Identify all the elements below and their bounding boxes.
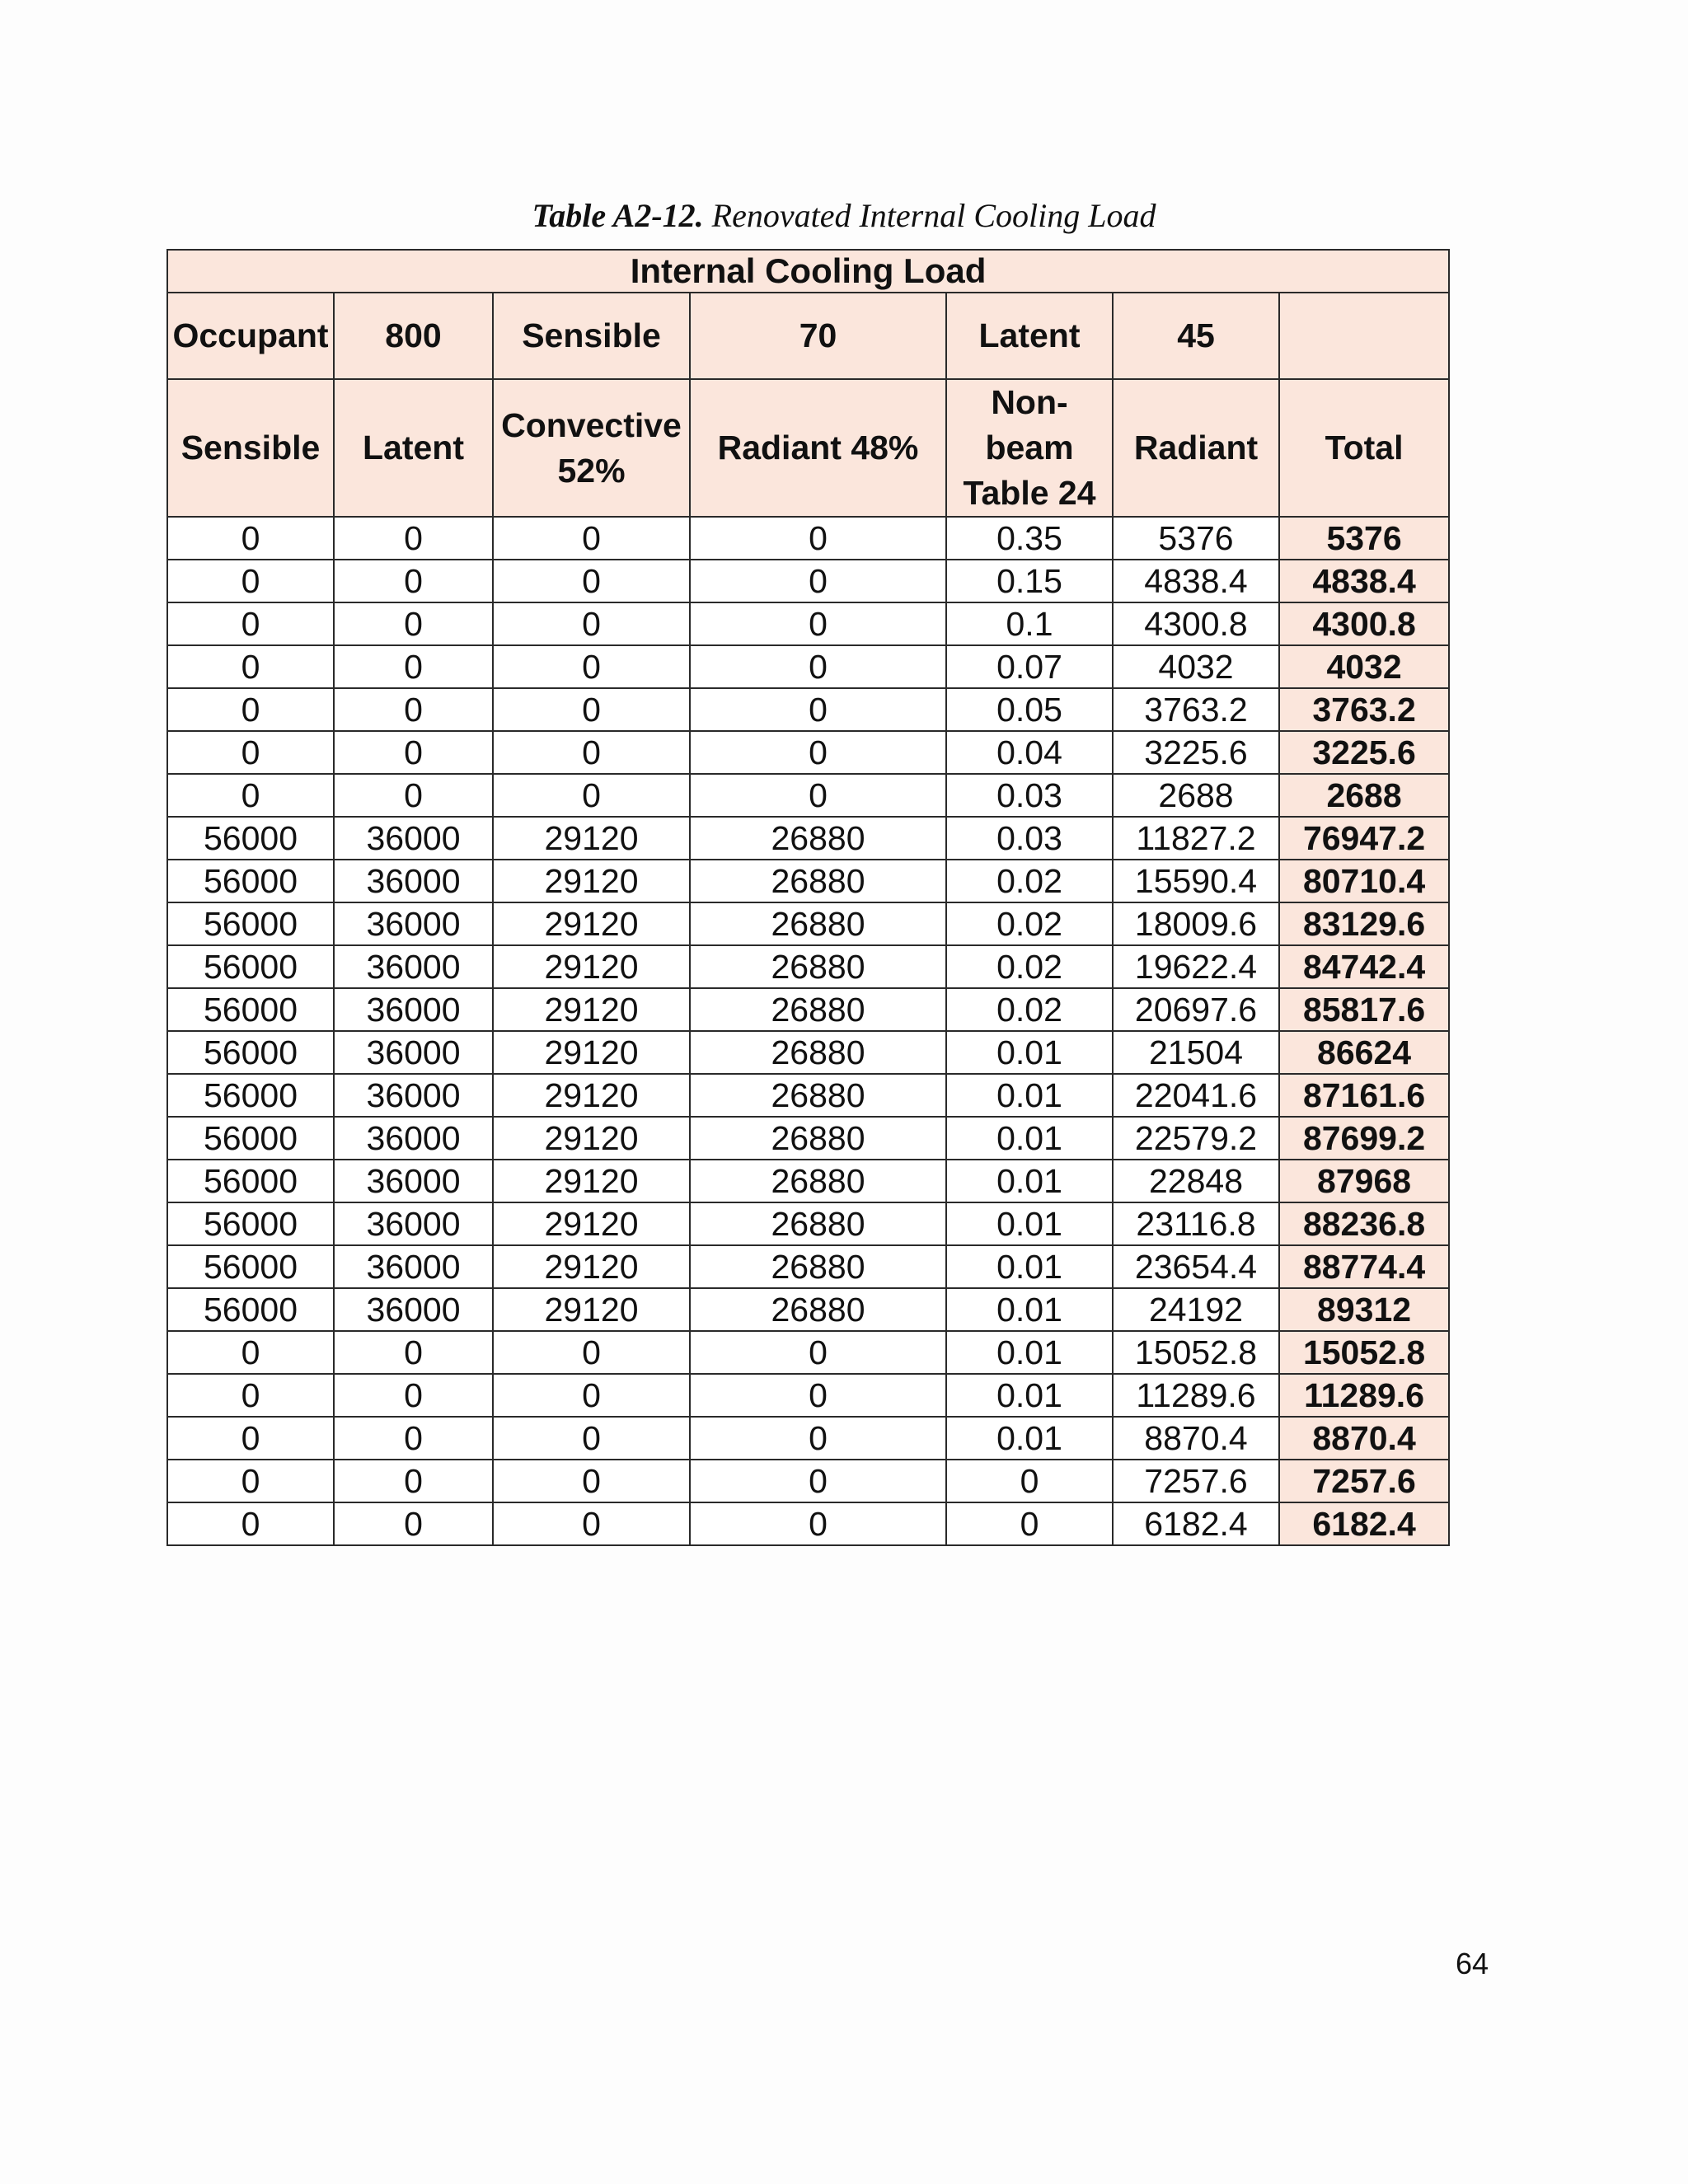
table-cell: 0 xyxy=(690,1331,946,1374)
total-cell: 85817.6 xyxy=(1279,988,1449,1031)
param-cell: Occupant xyxy=(167,293,334,379)
table-cell: 0 xyxy=(690,731,946,774)
table-cell: 36000 xyxy=(334,988,493,1031)
table-cell: 0 xyxy=(334,1331,493,1374)
table-cell: 19622.4 xyxy=(1113,945,1279,988)
table-row xyxy=(167,1202,1449,1245)
table-cell: 29120 xyxy=(493,1074,690,1117)
table-cell: 3225.6 xyxy=(1113,731,1279,774)
table-row xyxy=(167,1331,1449,1374)
table-cell: 2688 xyxy=(1113,774,1279,817)
table-cell: 0 xyxy=(690,602,946,645)
table-cell: 56000 xyxy=(167,1160,334,1202)
table-cell: 26880 xyxy=(690,1288,946,1331)
table-cell: 0.04 xyxy=(946,731,1113,774)
table-row xyxy=(167,817,1449,860)
table-cell: 0 xyxy=(493,1331,690,1374)
table-row xyxy=(167,774,1449,817)
table-cell: 0 xyxy=(690,1502,946,1545)
table-cell: 26880 xyxy=(690,1031,946,1074)
column-header xyxy=(334,379,493,517)
table-caption-text: Renovated Internal Cooling Load xyxy=(703,197,1156,234)
table-cell: 29120 xyxy=(493,1245,690,1288)
table-cell: 0.02 xyxy=(946,945,1113,988)
table-cell: 29120 xyxy=(493,1202,690,1245)
total-cell: 86624 xyxy=(1279,1031,1449,1074)
param-cell: 70 xyxy=(690,293,946,379)
table-cell: 36000 xyxy=(334,860,493,902)
total-cell: 87968 xyxy=(1279,1160,1449,1202)
column-header-line: Radiant 48% xyxy=(717,429,919,466)
table-cell: 0 xyxy=(690,1417,946,1460)
table-cell: 0.01 xyxy=(946,1288,1113,1331)
table-cell: 0 xyxy=(493,1417,690,1460)
table-cell: 36000 xyxy=(334,1117,493,1160)
table-cell: 0.01 xyxy=(946,1202,1113,1245)
table-cell: 15590.4 xyxy=(1113,860,1279,902)
table-cell: 36000 xyxy=(334,1202,493,1245)
table-cell: 26880 xyxy=(690,1160,946,1202)
table-cell: 0 xyxy=(167,1502,334,1545)
total-cell: 88774.4 xyxy=(1279,1245,1449,1288)
table-cell: 0 xyxy=(167,1331,334,1374)
column-header xyxy=(946,379,1113,517)
total-cell: 84742.4 xyxy=(1279,945,1449,988)
table-cell: 0 xyxy=(334,560,493,602)
table-row xyxy=(167,1117,1449,1160)
table-cell: 26880 xyxy=(690,860,946,902)
column-header-line: Total xyxy=(1325,429,1404,466)
total-cell: 83129.6 xyxy=(1279,902,1449,945)
table-cell: 0 xyxy=(167,774,334,817)
param-cell xyxy=(1279,293,1449,379)
table-cell: 0 xyxy=(690,774,946,817)
table-cell: 56000 xyxy=(167,1288,334,1331)
column-header xyxy=(690,379,946,517)
table-cell: 29120 xyxy=(493,1031,690,1074)
table-cell: 26880 xyxy=(690,1074,946,1117)
table-cell: 29120 xyxy=(493,945,690,988)
table-cell: 0 xyxy=(690,1374,946,1417)
table-cell: 0 xyxy=(493,1374,690,1417)
table-cell: 56000 xyxy=(167,1245,334,1288)
table-cell: 56000 xyxy=(167,902,334,945)
table-cell: 29120 xyxy=(493,988,690,1031)
table-cell: 56000 xyxy=(167,1031,334,1074)
table-cell: 0.01 xyxy=(946,1031,1113,1074)
table-row xyxy=(167,560,1449,602)
column-header-line: Table 24 xyxy=(963,474,1096,512)
column-header xyxy=(1279,379,1449,517)
table-cell: 0 xyxy=(690,688,946,731)
total-cell: 8870.4 xyxy=(1279,1417,1449,1460)
table-cell: 0 xyxy=(167,1460,334,1502)
table-cell: 0 xyxy=(493,1460,690,1502)
table-cell: 0.07 xyxy=(946,645,1113,688)
table-cell: 0.01 xyxy=(946,1074,1113,1117)
total-cell: 11289.6 xyxy=(1279,1374,1449,1417)
table-cell: 56000 xyxy=(167,817,334,860)
table-cell: 56000 xyxy=(167,1117,334,1160)
table-cell: 15052.8 xyxy=(1113,1331,1279,1374)
table-cell: 0 xyxy=(690,560,946,602)
table-cell: 0 xyxy=(946,1460,1113,1502)
table-row xyxy=(167,988,1449,1031)
table-cell: 0 xyxy=(493,688,690,731)
table-cell: 0 xyxy=(493,517,690,560)
table-cell: 26880 xyxy=(690,817,946,860)
table-cell: 0.02 xyxy=(946,902,1113,945)
table-cell: 0 xyxy=(167,1374,334,1417)
table-row xyxy=(167,602,1449,645)
table-row xyxy=(167,945,1449,988)
table-cell: 0.01 xyxy=(946,1245,1113,1288)
internal-cooling-load-table xyxy=(166,249,1450,1546)
param-cell: 45 xyxy=(1113,293,1279,379)
table-cell: 4838.4 xyxy=(1113,560,1279,602)
table-cell: 36000 xyxy=(334,1245,493,1288)
table-cell: 36000 xyxy=(334,1288,493,1331)
table-cell: 23116.8 xyxy=(1113,1202,1279,1245)
total-cell: 88236.8 xyxy=(1279,1202,1449,1245)
table-cell: 56000 xyxy=(167,945,334,988)
table-row xyxy=(167,1245,1449,1288)
column-header-line: Latent xyxy=(363,429,464,466)
table-cell: 0 xyxy=(690,1460,946,1502)
table-cell: 11289.6 xyxy=(1113,1374,1279,1417)
table-cell: 26880 xyxy=(690,945,946,988)
table-cell: 0 xyxy=(334,602,493,645)
page-number: 64 xyxy=(1456,1947,1489,1980)
table-cell: 22579.2 xyxy=(1113,1117,1279,1160)
table-cell: 0 xyxy=(334,1502,493,1545)
table-title: Internal Cooling Load xyxy=(167,250,1449,293)
table-cell: 0.02 xyxy=(946,988,1113,1031)
table-cell: 29120 xyxy=(493,1117,690,1160)
table-cell: 56000 xyxy=(167,1202,334,1245)
table-cell: 0 xyxy=(334,1417,493,1460)
table-cell: 0 xyxy=(493,774,690,817)
table-cell: 0.01 xyxy=(946,1117,1113,1160)
table-cell: 0 xyxy=(167,1417,334,1460)
table-row xyxy=(167,1074,1449,1117)
table-cell: 26880 xyxy=(690,1117,946,1160)
column-header-line: beam xyxy=(985,429,1074,466)
table-cell: 36000 xyxy=(334,945,493,988)
table-cell: 0 xyxy=(334,774,493,817)
table-cell: 6182.4 xyxy=(1113,1502,1279,1545)
table-cell: 20697.6 xyxy=(1113,988,1279,1031)
table-row xyxy=(167,1031,1449,1074)
table-cell: 0 xyxy=(167,645,334,688)
column-header xyxy=(167,379,334,517)
table-cell: 26880 xyxy=(690,1245,946,1288)
table-cell: 29120 xyxy=(493,860,690,902)
table-cell: 56000 xyxy=(167,860,334,902)
table-cell: 0.01 xyxy=(946,1417,1113,1460)
column-header-line: Convective xyxy=(501,405,682,444)
table-cell: 7257.6 xyxy=(1113,1460,1279,1502)
table-cell: 29120 xyxy=(493,1288,690,1331)
table-row xyxy=(167,731,1449,774)
column-header-line: Radiant xyxy=(1133,429,1259,466)
table-row xyxy=(167,1288,1449,1331)
table-cell: 0 xyxy=(334,688,493,731)
table-row xyxy=(167,1160,1449,1202)
table-cell: 0 xyxy=(690,645,946,688)
table-cell: 29120 xyxy=(493,1160,690,1202)
table-cell: 56000 xyxy=(167,988,334,1031)
table-cell: 0 xyxy=(334,1374,493,1417)
table-cell: 0.02 xyxy=(946,860,1113,902)
table-cell: 0 xyxy=(167,602,334,645)
table-cell: 23654.4 xyxy=(1113,1245,1279,1288)
table-cell: 0 xyxy=(334,1460,493,1502)
total-cell: 4300.8 xyxy=(1279,602,1449,645)
column-header-line: Sensible xyxy=(181,429,321,466)
table-cell: 0.03 xyxy=(946,817,1113,860)
table-cell: 0 xyxy=(334,731,493,774)
table-cell: 0 xyxy=(493,1502,690,1545)
table-cell: 36000 xyxy=(334,817,493,860)
table-cell: 0.35 xyxy=(946,517,1113,560)
param-cell: Sensible xyxy=(493,293,690,379)
table-caption-label: Table A2-12. xyxy=(532,197,704,234)
param-cell: 800 xyxy=(334,293,493,379)
table-cell: 18009.6 xyxy=(1113,902,1279,945)
table-cell: 0.1 xyxy=(946,602,1113,645)
total-cell: 89312 xyxy=(1279,1288,1449,1331)
table-cell: 4032 xyxy=(1113,645,1279,688)
table-cell: 0.01 xyxy=(946,1160,1113,1202)
table-cell: 36000 xyxy=(334,1074,493,1117)
table-cell: 22041.6 xyxy=(1113,1074,1279,1117)
total-cell: 76947.2 xyxy=(1279,817,1449,860)
table-cell: 26880 xyxy=(690,988,946,1031)
table-cell: 0.05 xyxy=(946,688,1113,731)
table-cell: 0 xyxy=(334,517,493,560)
table-cell: 22848 xyxy=(1113,1160,1279,1202)
column-header-line: 52% xyxy=(557,451,626,490)
table-row xyxy=(167,902,1449,945)
total-cell: 3763.2 xyxy=(1279,688,1449,731)
table-cell: 8870.4 xyxy=(1113,1417,1279,1460)
table-row xyxy=(167,645,1449,688)
table-cell: 0 xyxy=(334,645,493,688)
total-cell: 87699.2 xyxy=(1279,1117,1449,1160)
table-caption xyxy=(0,196,1688,235)
table-cell: 0 xyxy=(690,517,946,560)
total-cell: 7257.6 xyxy=(1279,1460,1449,1502)
table-cell: 3763.2 xyxy=(1113,688,1279,731)
param-cell: Latent xyxy=(946,293,1113,379)
table-cell: 36000 xyxy=(334,1160,493,1202)
table-cell: 0 xyxy=(167,688,334,731)
table-cell: 0 xyxy=(493,731,690,774)
table-cell: 24192 xyxy=(1113,1288,1279,1331)
total-cell: 4032 xyxy=(1279,645,1449,688)
total-cell: 3225.6 xyxy=(1279,731,1449,774)
table-cell: 5376 xyxy=(1113,517,1279,560)
table-cell: 56000 xyxy=(167,1074,334,1117)
table-cell: 4300.8 xyxy=(1113,602,1279,645)
total-cell: 15052.8 xyxy=(1279,1331,1449,1374)
table-cell: 0 xyxy=(946,1502,1113,1545)
table-row xyxy=(167,517,1449,560)
table-cell: 26880 xyxy=(690,1202,946,1245)
table-cell: 0 xyxy=(493,560,690,602)
total-cell: 4838.4 xyxy=(1279,560,1449,602)
table-cell: 29120 xyxy=(493,902,690,945)
total-cell: 5376 xyxy=(1279,517,1449,560)
table-cell: 0.01 xyxy=(946,1331,1113,1374)
total-cell: 6182.4 xyxy=(1279,1502,1449,1545)
column-header xyxy=(493,379,690,517)
total-cell: 80710.4 xyxy=(1279,860,1449,902)
table-cell: 21504 xyxy=(1113,1031,1279,1074)
total-cell: 87161.6 xyxy=(1279,1074,1449,1117)
column-header xyxy=(1113,379,1279,517)
table-row xyxy=(167,1502,1449,1545)
table-row xyxy=(167,1460,1449,1502)
table-row xyxy=(167,860,1449,902)
table-cell: 26880 xyxy=(690,902,946,945)
table-cell: 0.01 xyxy=(946,1374,1113,1417)
table-cell: 0.15 xyxy=(946,560,1113,602)
table-row xyxy=(167,1374,1449,1417)
table-cell: 0 xyxy=(493,602,690,645)
table-cell: 0 xyxy=(167,731,334,774)
table-row xyxy=(167,1417,1449,1460)
table-row xyxy=(167,688,1449,731)
column-header-line: Non- xyxy=(991,383,1068,421)
table-cell: 11827.2 xyxy=(1113,817,1279,860)
table-cell: 36000 xyxy=(334,1031,493,1074)
table-cell: 0 xyxy=(167,560,334,602)
table-cell: 0 xyxy=(493,645,690,688)
table-cell: 0.03 xyxy=(946,774,1113,817)
total-cell: 2688 xyxy=(1279,774,1449,817)
table-cell: 36000 xyxy=(334,902,493,945)
table-cell: 29120 xyxy=(493,817,690,860)
table-cell: 0 xyxy=(167,517,334,560)
